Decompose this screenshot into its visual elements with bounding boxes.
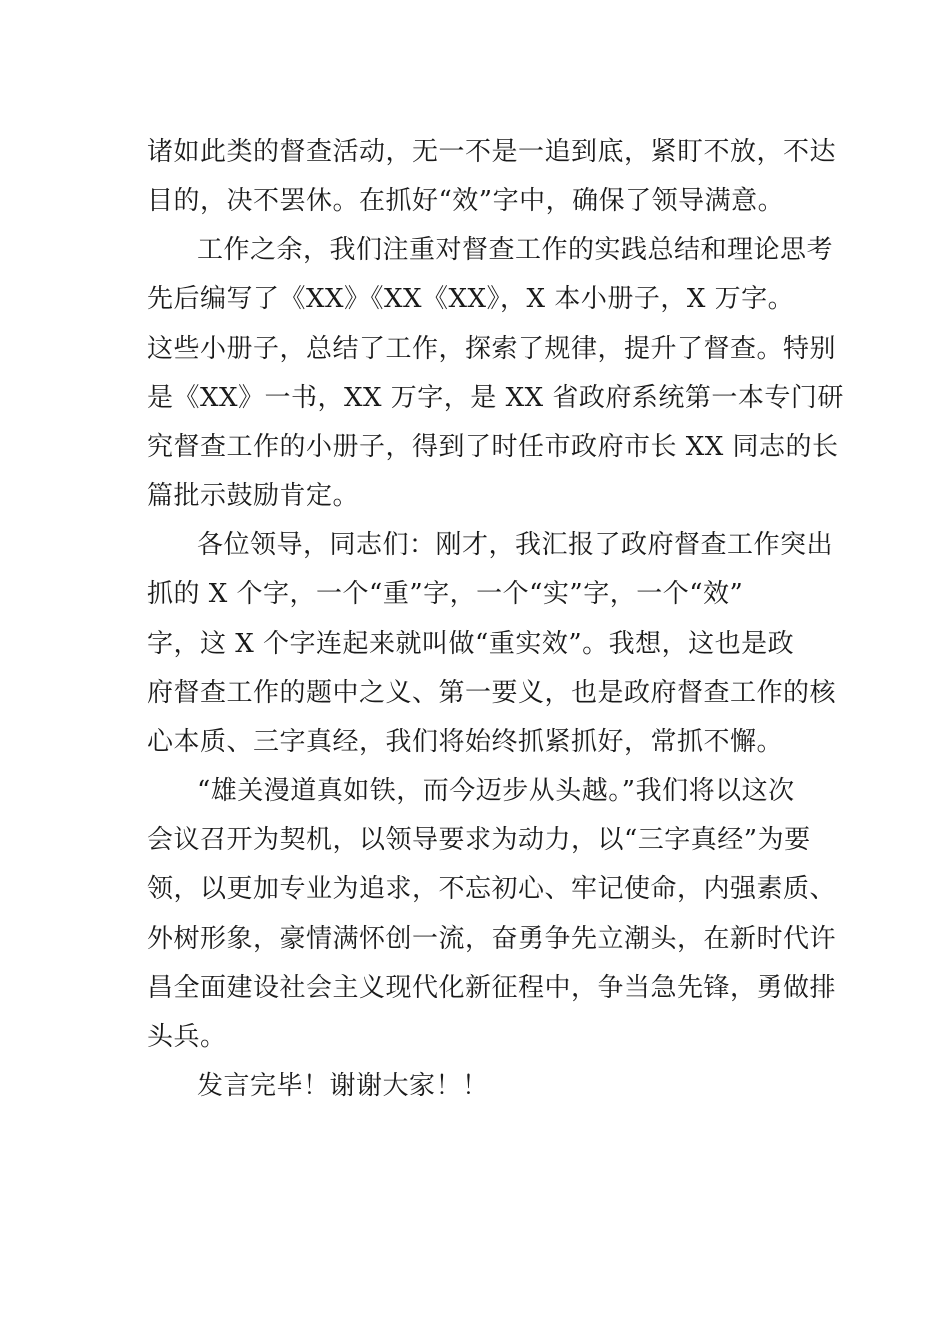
text-line: 头兵。 xyxy=(147,1022,227,1052)
closing-line: 发言完毕！谢谢大家！！ xyxy=(197,1071,489,1101)
text-line: 诸如此类的督查活动，无一不是一追到底，紧盯不放，不达 xyxy=(147,137,837,167)
text-line: 先后编写了《XX》《XX《XX》，X 本小册子，X 万字。 xyxy=(147,284,795,314)
text-line: 篇批示鼓励肯定。 xyxy=(147,481,360,511)
text-line: 究督查工作的小册子，得到了时任市政府市长 XX 同志的长 xyxy=(147,432,839,462)
text-line: 昌全面建设社会主义现代化新征程中，争当急先锋，勇做排 xyxy=(147,973,837,1003)
text-line: 心本质、三字真经，我们将始终抓紧抓好，常抓不懈。 xyxy=(147,727,784,757)
text-line: 会议召开为契机，以领导要求为动力，以“三字真经”为要 xyxy=(147,825,811,855)
text-line: 抓的 X 个字，一个“重”字，一个“实”字，一个“效” xyxy=(147,579,744,609)
paragraph-start-line: “雄关漫道真如铁，而今迈步从头越。”我们将以这次 xyxy=(197,776,795,806)
text-line: 是《XX》一书，XX 万字，是 XX 省政府系统第一本专门研 xyxy=(147,383,844,413)
text-line: 字，这 X 个字连起来就叫做“重实效”。我想，这也是政 xyxy=(147,629,795,659)
paragraph-start-line: 各位领导，同志们：刚才，我汇报了政府督查工作突出 xyxy=(197,530,834,560)
text-line: 府督查工作的题中之义、第一要义，也是政府督查工作的核 xyxy=(147,678,837,708)
text-line: 目的，决不罢休。在抓好“效”字中，确保了领导满意。 xyxy=(147,186,785,216)
paragraph-start-line: 工作之余，我们注重对督查工作的实践总结和理论思考 xyxy=(197,235,834,265)
text-line: 这些小册子，总结了工作，探索了规律，提升了督查。特别 xyxy=(147,334,837,364)
text-line: 外树形象，豪情满怀创一流，奋勇争先立潮头，在新时代许 xyxy=(147,924,837,954)
text-line: 领，以更加专业为追求，不忘初心、牢记使命，内强素质、 xyxy=(147,874,837,904)
